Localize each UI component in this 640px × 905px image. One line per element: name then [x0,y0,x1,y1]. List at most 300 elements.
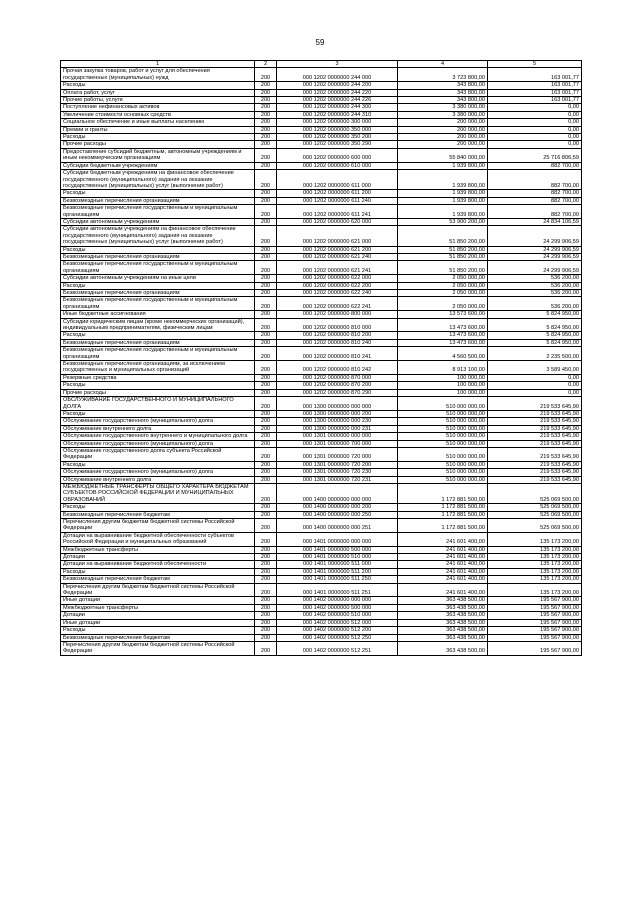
row-line-code: 200 [255,318,277,332]
row-line-code: 200 [255,469,277,476]
row-executed-amount: 525 069 500,00 [488,511,582,518]
row-executed-amount: 0,00 [488,126,582,133]
row-line-code: 200 [255,554,277,561]
row-budget-code: 000 1301 0000000 720 000 [277,447,398,461]
row-approved-amount: 1 939 800,00 [398,162,488,169]
row-name: Безвозмездные перечисления организациям [61,290,255,297]
row-executed-amount: 195 567 900,00 [488,612,582,619]
table-row [61,68,582,82]
row-name: Расходы [61,134,255,141]
row-approved-amount: 200 000,00 [398,119,488,126]
row-budget-code: 000 1400 0000000 000 251 [277,519,398,533]
row-line-code: 200 [255,82,277,89]
row-name: Дотации [61,554,255,561]
row-line-code: 200 [255,361,277,375]
row-line-code: 200 [255,297,277,311]
table-row [61,170,582,190]
table-header-row [61,61,582,68]
table-row [61,205,582,219]
row-executed-amount: 195 567 900,00 [488,597,582,604]
row-budget-code: 000 1400 0000000 000 250 [277,511,398,518]
row-name: Увеличение стоимости основных средств [61,111,255,118]
row-line-code: 200 [255,546,277,553]
row-line-code: 200 [255,476,277,483]
row-approved-amount: 100 000,00 [398,382,488,389]
row-approved-amount: 2 050 000,00 [398,297,488,311]
row-name: Безвозмездные перечисления бюджетам [61,576,255,583]
row-budget-code: 000 1202 0000000 244 220 [277,89,398,96]
row-name: Безвозмездные перечисления бюджетам [61,634,255,641]
row-approved-amount: 363 438 500,00 [398,641,488,655]
row-name: Расходы [61,332,255,339]
table-row [61,190,582,197]
row-approved-amount: 241 601 400,00 [398,561,488,568]
table-row [61,290,582,297]
header-cell-3: 3 [277,61,398,68]
row-budget-code: 000 1202 0000000 244 300 [277,104,398,111]
header-cell-1: 1 [61,61,255,68]
row-name: ОБСЛУЖИВАНИЕ ГОСУДАРСТВЕННОГО И МУНИЦИПАЛЬНОГО ДОЛГА [61,397,255,411]
row-line-code: 200 [255,218,277,225]
row-budget-code: 000 1402 0000000 510 000 [277,612,398,619]
row-executed-amount: 163 001,77 [488,97,582,104]
row-budget-code: 000 1301 0000000 720 200 [277,461,398,468]
row-approved-amount: 510 000 000,00 [398,440,488,447]
row-name: Субсидии бюджетным учреждениям [61,162,255,169]
row-budget-code: 000 1202 0000000 622 000 [277,275,398,282]
row-approved-amount: 13 573 600,00 [398,311,488,318]
table-row [61,554,582,561]
table-row [61,339,582,346]
row-budget-code: 000 1202 0000000 244 200 [277,82,398,89]
row-executed-amount: 135 173 200,00 [488,561,582,568]
row-line-code: 200 [255,311,277,318]
row-executed-amount: 219 533 645,90 [488,447,582,461]
row-name: Безвозмездные перечисления организациям [61,197,255,204]
header-cell-2: 2 [255,61,277,68]
row-budget-code: 000 1202 0000000 610 000 [277,162,398,169]
row-line-code: 200 [255,290,277,297]
row-approved-amount: 13 473 600,00 [398,332,488,339]
table-row [61,389,582,396]
row-budget-code: 000 1202 0000000 621 200 [277,246,398,253]
row-line-code: 200 [255,261,277,275]
row-name: Расходы [61,568,255,575]
row-name: Обслуживание государственного (муниципального) долга [61,469,255,476]
row-name: Прочие расходы [61,141,255,148]
row-approved-amount: 343 800,00 [398,89,488,96]
row-name: МЕЖБЮДЖЕТНЫЕ ТРАНСФЕРТЫ ОБЩЕГО ХАРАКТЕРА БЮДЖЕТАМ СУБЪЕКТОВ РОССИЙСКОЙ ФЕДЕРАЦИИ И МУНИЦИПАЛЬНЫХ ОБРАЗОВАНИЙ [61,483,255,503]
row-budget-code: 000 1401 0000000 500 000 [277,546,398,553]
table-row [61,148,582,162]
row-line-code: 200 [255,162,277,169]
table-row [61,504,582,511]
row-budget-code: 000 1202 0000000 810 000 [277,318,398,332]
row-name: Субсидии автономным учреждениям на финансовое обеспечение государственного (муниципального) задания на оказание государственных (муниципальных) услуг (выполнение работ) [61,226,255,246]
row-budget-code: 000 1202 0000000 611 240 [277,197,398,204]
row-executed-amount: 24 299 906,59 [488,261,582,275]
row-executed-amount: 0,00 [488,119,582,126]
row-executed-amount: 525 069 500,00 [488,483,582,503]
row-executed-amount: 5 824 950,00 [488,332,582,339]
row-line-code: 200 [255,597,277,604]
row-line-code: 200 [255,447,277,461]
row-budget-code: 000 1202 0000000 622 200 [277,282,398,289]
table-row [61,374,582,381]
row-executed-amount: 5 824 950,00 [488,318,582,332]
table-row [61,532,582,546]
row-approved-amount: 200 000,00 [398,141,488,148]
row-line-code: 200 [255,170,277,190]
row-approved-amount: 241 601 400,00 [398,532,488,546]
header-cell-4: 4 [398,61,488,68]
row-approved-amount: 510 000 000,00 [398,410,488,417]
row-approved-amount: 363 438 500,00 [398,627,488,634]
row-executed-amount: 195 567 900,00 [488,634,582,641]
row-line-code: 200 [255,410,277,417]
row-executed-amount: 525 069 500,00 [488,519,582,533]
row-approved-amount: 363 438 500,00 [398,619,488,626]
row-approved-amount: 510 000 000,00 [398,476,488,483]
row-executed-amount: 3 589 450,00 [488,361,582,375]
row-line-code: 200 [255,253,277,260]
row-line-code: 200 [255,425,277,432]
row-approved-amount: 100 000,00 [398,389,488,396]
row-budget-code: 000 1401 0000000 511 251 [277,583,398,597]
row-name: Перечисления другим бюджетам бюджетной системы Российской Федерации [61,583,255,597]
row-line-code: 200 [255,374,277,381]
row-line-code: 200 [255,483,277,503]
table-row [61,82,582,89]
row-executed-amount: 163 001,77 [488,68,582,82]
row-executed-amount: 219 533 645,90 [488,397,582,411]
row-executed-amount: 163 001,77 [488,89,582,96]
row-executed-amount: 882 700,00 [488,162,582,169]
row-budget-code: 000 1401 0000000 511 250 [277,576,398,583]
row-approved-amount: 363 438 500,00 [398,604,488,611]
row-executed-amount: 25 716 806,59 [488,148,582,162]
row-executed-amount: 536 200,00 [488,297,582,311]
row-budget-code: 000 1300 0000000 000 000 [277,397,398,411]
row-budget-code: 000 1301 0000000 700 000 [277,440,398,447]
row-approved-amount: 2 050 000,00 [398,282,488,289]
row-budget-code: 000 1202 0000000 611 200 [277,190,398,197]
row-line-code: 200 [255,612,277,619]
row-executed-amount: 882 700,00 [488,197,582,204]
table-row [61,410,582,417]
table-row [61,619,582,626]
row-executed-amount: 536 200,00 [488,275,582,282]
row-budget-code: 000 1400 0000000 000 000 [277,483,398,503]
row-executed-amount: 135 173 200,00 [488,546,582,553]
row-budget-code: 000 1300 0000000 000 231 [277,425,398,432]
row-approved-amount: 241 601 400,00 [398,583,488,597]
row-budget-code: 000 1202 0000000 622 240 [277,290,398,297]
row-executed-amount: 219 533 645,90 [488,469,582,476]
table-row [61,627,582,634]
row-executed-amount: 24 299 906,59 [488,226,582,246]
row-executed-amount: 5 824 950,00 [488,339,582,346]
row-executed-amount: 195 567 900,00 [488,619,582,626]
row-approved-amount: 1 172 881 500,00 [398,483,488,503]
row-budget-code: 000 1402 0000000 500 000 [277,604,398,611]
row-budget-code: 000 1402 0000000 000 000 [277,597,398,604]
row-line-code: 200 [255,126,277,133]
row-approved-amount: 363 438 500,00 [398,612,488,619]
row-approved-amount: 510 000 000,00 [398,397,488,411]
row-executed-amount: 135 173 200,00 [488,532,582,546]
row-approved-amount: 3 380 000,00 [398,111,488,118]
row-executed-amount: 135 173 200,00 [488,583,582,597]
table-row [61,561,582,568]
row-line-code: 200 [255,440,277,447]
row-name: Расходы [61,461,255,468]
row-budget-code: 000 1401 0000000 000 000 [277,532,398,546]
row-name: Обслуживание государственного (муниципального) долга [61,440,255,447]
table-row [61,197,582,204]
row-name: Безвозмездные перечисления государственным и муниципальным организациям [61,261,255,275]
table-row [61,382,582,389]
row-name: Социальное обеспечение и иные выплаты населению [61,119,255,126]
header-cell-5: 5 [488,61,582,68]
row-executed-amount: 0,00 [488,104,582,111]
row-name: Безвозмездные перечисления организациям [61,339,255,346]
table-row [61,511,582,518]
row-name: Расходы [61,190,255,197]
row-line-code: 200 [255,97,277,104]
row-executed-amount: 219 533 645,90 [488,476,582,483]
row-name: Субсидии бюджетным учреждениям на финансовое обеспечение государственного (муниципального) задания на оказание государственных (муниципальных) услуг (выполнение работ) [61,170,255,190]
row-budget-code: 000 1202 0000000 810 240 [277,339,398,346]
row-budget-code: 000 1202 0000000 350 000 [277,126,398,133]
row-line-code: 200 [255,604,277,611]
row-approved-amount: 510 000 000,00 [398,418,488,425]
row-budget-code: 000 1202 0000000 244 226 [277,97,398,104]
row-budget-code: 000 1202 0000000 622 241 [277,297,398,311]
row-executed-amount: 219 533 645,90 [488,461,582,468]
page-number: 59 [315,38,325,47]
row-budget-code: 000 1202 0000000 300 000 [277,119,398,126]
row-line-code: 200 [255,382,277,389]
row-executed-amount: 0,00 [488,382,582,389]
table-row [61,447,582,461]
row-line-code: 200 [255,504,277,511]
table-row [61,440,582,447]
row-line-code: 200 [255,89,277,96]
row-executed-amount: 0,00 [488,141,582,148]
table-row [61,134,582,141]
table-row [61,597,582,604]
row-approved-amount: 363 438 500,00 [398,597,488,604]
table-row [61,97,582,104]
row-executed-amount: 0,00 [488,134,582,141]
row-budget-code: 000 1202 0000000 350 200 [277,134,398,141]
row-line-code: 200 [255,532,277,546]
row-name: Обслуживание государственного внутреннего и муниципального долга [61,433,255,440]
row-approved-amount: 51 850 200,00 [398,246,488,253]
row-line-code: 200 [255,148,277,162]
row-name: Расходы [61,410,255,417]
row-line-code: 200 [255,134,277,141]
row-approved-amount: 2 050 000,00 [398,275,488,282]
row-approved-amount: 4 560 500,00 [398,347,488,361]
row-executed-amount: 163 001,77 [488,82,582,89]
row-budget-code: 000 1202 0000000 621 000 [277,226,398,246]
row-name: Прочие работы, услуги [61,97,255,104]
row-name: Предоставление субсидий бюджетным, автономным учреждениям и иным некоммерческим организациям [61,148,255,162]
table-row [61,461,582,468]
table-row [61,126,582,133]
row-line-code: 200 [255,641,277,655]
row-name: Иные дотации [61,597,255,604]
row-executed-amount: 219 533 645,90 [488,410,582,417]
row-approved-amount: 510 000 000,00 [398,447,488,461]
row-name: Расходы [61,504,255,511]
row-name: Субсидии автономным учреждениям на иные цели [61,275,255,282]
table-row [61,612,582,619]
row-budget-code: 000 1202 0000000 244 310 [277,111,398,118]
row-name: Дотации на выравнивание бюджетной обеспеченности субъектов Российской Федерации и муниципальных образований [61,532,255,546]
row-approved-amount: 13 473 600,00 [398,339,488,346]
row-line-code: 200 [255,68,277,82]
row-name: Поступление нефинансовых активов [61,104,255,111]
row-budget-code: 000 1401 0000000 510 000 [277,554,398,561]
row-executed-amount: 219 533 645,90 [488,440,582,447]
row-approved-amount: 200 000,00 [398,126,488,133]
row-executed-amount: 882 700,00 [488,170,582,190]
row-budget-code: 000 1202 0000000 870 290 [277,389,398,396]
row-approved-amount: 510 000 000,00 [398,461,488,468]
table-row [61,311,582,318]
table-row [61,218,582,225]
row-approved-amount: 55 840 000,00 [398,148,488,162]
row-approved-amount: 510 000 000,00 [398,425,488,432]
row-executed-amount: 24 299 906,59 [488,246,582,253]
row-name: Безвозмездные перечисления организациям [61,253,255,260]
row-budget-code: 000 1202 0000000 621 241 [277,261,398,275]
table-row [61,425,582,432]
table-row [61,162,582,169]
row-name: Безвозмездные перечисления государственным и муниципальным организациям [61,297,255,311]
row-executed-amount: 882 700,00 [488,205,582,219]
row-line-code: 200 [255,246,277,253]
row-budget-code: 000 1202 0000000 244 000 [277,68,398,82]
row-line-code: 200 [255,197,277,204]
row-name: Безвозмездные перечисления государственным и муниципальным организациям [61,347,255,361]
row-name: Субсидии юридическим лицам (кроме некоммерческих организаций), индивидуальным предпринимателям, физическим лицам [61,318,255,332]
row-approved-amount: 343 800,00 [398,82,488,89]
row-executed-amount: 536 200,00 [488,290,582,297]
row-line-code: 200 [255,627,277,634]
row-budget-code: 000 1202 0000000 870 000 [277,374,398,381]
row-line-code: 200 [255,619,277,626]
row-approved-amount: 241 601 400,00 [398,554,488,561]
table-row [61,568,582,575]
table-row [61,641,582,655]
row-budget-code: 000 1202 0000000 611 000 [277,170,398,190]
row-line-code: 200 [255,433,277,440]
budget-execution-table [60,60,582,656]
row-name: Обслуживание внутреннего долга [61,476,255,483]
row-executed-amount: 195 567 900,00 [488,627,582,634]
row-name: Перечисления другим бюджетам бюджетной системы Российской Федерации [61,519,255,533]
row-executed-amount: 0,00 [488,389,582,396]
table-row [61,318,582,332]
row-approved-amount: 51 850 200,00 [398,261,488,275]
row-executed-amount: 219 533 645,90 [488,425,582,432]
row-approved-amount: 1 939 800,00 [398,190,488,197]
row-executed-amount: 219 533 645,90 [488,433,582,440]
row-budget-code: 000 1400 0000000 000 200 [277,504,398,511]
row-budget-code: 000 1401 0000000 511 000 [277,561,398,568]
row-name: Расходы [61,627,255,634]
row-budget-code: 000 1202 0000000 621 240 [277,253,398,260]
row-line-code: 200 [255,190,277,197]
row-line-code: 200 [255,226,277,246]
row-approved-amount: 241 601 400,00 [398,576,488,583]
row-name: Межбюджетные трансферты [61,546,255,553]
row-approved-amount: 13 473 600,00 [398,318,488,332]
row-line-code: 200 [255,347,277,361]
row-budget-code: 000 1300 0000000 000 230 [277,418,398,425]
table-row [61,576,582,583]
row-executed-amount: 5 824 950,00 [488,311,582,318]
row-approved-amount: 8 913 100,00 [398,361,488,375]
row-executed-amount: 0,00 [488,374,582,381]
row-name: Обслуживание внутреннего долга [61,425,255,432]
table-row [61,433,582,440]
row-name: Обслуживание государственного (муниципального) долга [61,418,255,425]
row-name: Субсидии автономным учреждениям [61,218,255,225]
table-row [61,275,582,282]
row-approved-amount: 1 939 800,00 [398,170,488,190]
row-name: Дотации [61,612,255,619]
row-name: Премии и гранты [61,126,255,133]
row-executed-amount: 536 200,00 [488,282,582,289]
row-name: Межбюджетные трансферты [61,604,255,611]
row-budget-code: 000 1202 0000000 600 000 [277,148,398,162]
row-name: Безвозмездные перечисления бюджетам [61,511,255,518]
row-line-code: 200 [255,583,277,597]
table-row [61,347,582,361]
table-row [61,519,582,533]
row-approved-amount: 51 850 200,00 [398,253,488,260]
row-budget-code: 000 1202 0000000 800 000 [277,311,398,318]
row-executed-amount: 195 567 900,00 [488,641,582,655]
table-row [61,226,582,246]
row-line-code: 200 [255,332,277,339]
row-name: Дотации на выравнивание бюджетной обеспеченности [61,561,255,568]
row-line-code: 200 [255,104,277,111]
row-line-code: 200 [255,519,277,533]
table-row [61,297,582,311]
row-budget-code: 000 1401 0000000 511 200 [277,568,398,575]
row-executed-amount: 219 533 645,90 [488,418,582,425]
row-line-code: 200 [255,397,277,411]
row-approved-amount: 241 601 400,00 [398,568,488,575]
table-row [61,418,582,425]
row-budget-code: 000 1402 0000000 512 251 [277,641,398,655]
row-name: Расходы [61,246,255,253]
table-row [61,604,582,611]
row-name: Прочие расходы [61,389,255,396]
row-budget-code: 000 1202 0000000 620 000 [277,218,398,225]
table-row [61,332,582,339]
table-row [61,104,582,111]
row-approved-amount: 510 000 000,00 [398,469,488,476]
row-executed-amount: 0,00 [488,111,582,118]
row-approved-amount: 53 900 200,00 [398,218,488,225]
